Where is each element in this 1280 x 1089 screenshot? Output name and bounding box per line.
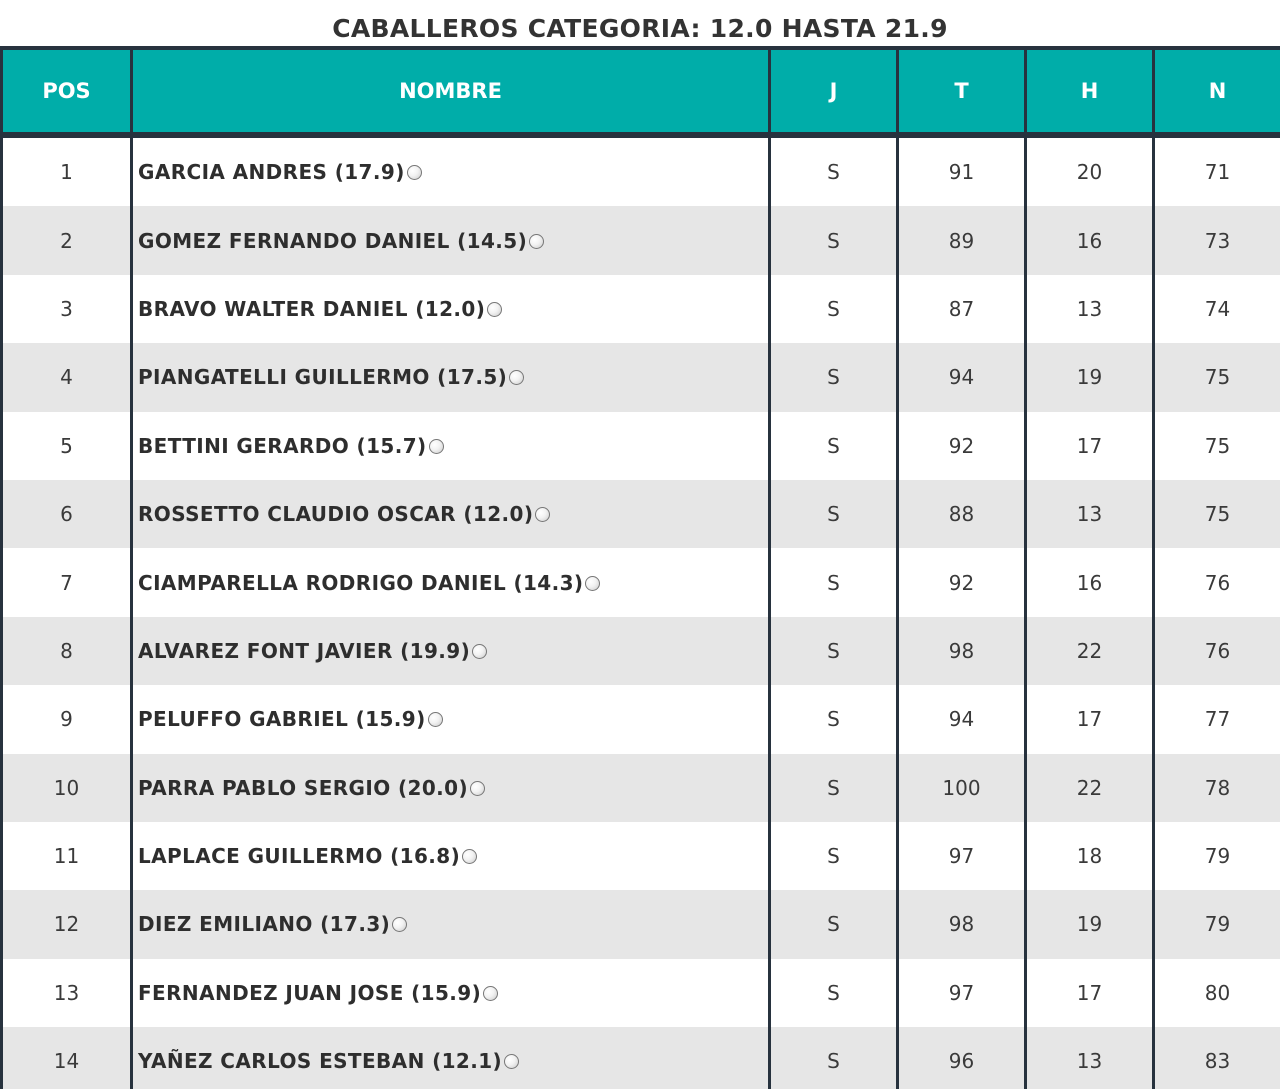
pos-cell: 7 — [2, 548, 132, 616]
golf-ball-icon[interactable] — [504, 1054, 519, 1069]
t-cell: 94 — [898, 685, 1026, 753]
t-cell: 92 — [898, 548, 1026, 616]
n-cell: 77 — [1154, 685, 1280, 753]
column-header-h[interactable]: H — [1026, 48, 1154, 135]
n-cell: 71 — [1154, 135, 1280, 206]
j-cell: S — [770, 480, 898, 548]
pos-cell: 6 — [2, 480, 132, 548]
n-cell: 75 — [1154, 343, 1280, 411]
player-name: ROSSETTO CLAUDIO OSCAR (12.0) — [138, 502, 534, 527]
t-cell: 89 — [898, 206, 1026, 274]
column-header-j[interactable]: J — [770, 48, 898, 135]
player-name: BRAVO WALTER DANIEL (12.0) — [138, 296, 486, 321]
t-cell: 91 — [898, 135, 1026, 206]
pos-cell: 9 — [2, 685, 132, 753]
n-cell: 76 — [1154, 548, 1280, 616]
golf-ball-icon[interactable] — [585, 576, 600, 591]
table-body — [2, 135, 1280, 1089]
h-cell: 17 — [1026, 959, 1154, 1027]
pos-cell: 1 — [2, 135, 132, 206]
h-cell: 13 — [1026, 1027, 1154, 1089]
name-cell — [132, 135, 770, 206]
player-name: ALVAREZ FONT JAVIER (19.9) — [138, 638, 471, 663]
j-cell: S — [770, 412, 898, 480]
t-cell: 98 — [898, 890, 1026, 958]
column-header-pos[interactable]: POS — [2, 48, 132, 135]
n-cell: 83 — [1154, 1027, 1280, 1089]
h-cell: 19 — [1026, 890, 1154, 958]
j-cell: S — [770, 685, 898, 753]
h-cell: 22 — [1026, 617, 1154, 685]
j-cell: S — [770, 890, 898, 958]
h-cell: 17 — [1026, 412, 1154, 480]
j-cell: S — [770, 548, 898, 616]
table-row[interactable] — [2, 135, 1280, 206]
pos-cell: 3 — [2, 275, 132, 343]
table-row[interactable] — [2, 754, 1280, 822]
name-cell — [132, 822, 770, 890]
j-cell: S — [770, 754, 898, 822]
golf-ball-icon[interactable] — [429, 439, 444, 454]
j-cell: S — [770, 959, 898, 1027]
name-cell — [132, 754, 770, 822]
player-name: FERNANDEZ JUAN JOSE (15.9) — [138, 980, 482, 1005]
n-cell: 79 — [1154, 822, 1280, 890]
results-table — [0, 46, 1280, 1089]
page-title: CABALLEROS CATEGORIA: 12.0 HASTA 21.9 — [332, 14, 948, 43]
name-cell — [132, 480, 770, 548]
h-cell: 16 — [1026, 206, 1154, 274]
player-name: PARRA PABLO SERGIO (20.0) — [138, 775, 468, 800]
table-row[interactable] — [2, 685, 1280, 753]
t-cell: 97 — [898, 959, 1026, 1027]
golf-ball-icon[interactable] — [407, 165, 422, 180]
j-cell: S — [770, 617, 898, 685]
column-header-t[interactable]: T — [898, 48, 1026, 135]
pos-cell: 12 — [2, 890, 132, 958]
pos-cell: 5 — [2, 412, 132, 480]
n-cell: 79 — [1154, 890, 1280, 958]
t-cell: 96 — [898, 1027, 1026, 1089]
name-cell — [132, 343, 770, 411]
n-cell: 80 — [1154, 959, 1280, 1027]
name-cell — [132, 1027, 770, 1089]
h-cell: 13 — [1026, 480, 1154, 548]
t-cell: 100 — [898, 754, 1026, 822]
golf-ball-icon[interactable] — [483, 986, 498, 1001]
table-row[interactable] — [2, 206, 1280, 274]
player-name: PIANGATELLI GUILLERMO (17.5) — [138, 365, 508, 390]
n-cell: 74 — [1154, 275, 1280, 343]
pos-cell: 14 — [2, 1027, 132, 1089]
golf-ball-icon[interactable] — [392, 917, 407, 932]
golf-ball-icon[interactable] — [535, 507, 550, 522]
table-header-row — [2, 48, 1280, 135]
pos-cell: 10 — [2, 754, 132, 822]
pos-cell: 4 — [2, 343, 132, 411]
name-cell — [132, 206, 770, 274]
t-cell: 88 — [898, 480, 1026, 548]
table-row[interactable] — [2, 480, 1280, 548]
table-row[interactable] — [2, 412, 1280, 480]
table-row[interactable] — [2, 822, 1280, 890]
player-name: DIEZ EMILIANO (17.3) — [138, 912, 391, 937]
golf-ball-icon[interactable] — [428, 712, 443, 727]
golf-ball-icon[interactable] — [509, 370, 524, 385]
name-cell — [132, 412, 770, 480]
table-row[interactable] — [2, 1027, 1280, 1089]
table-row[interactable] — [2, 890, 1280, 958]
name-cell — [132, 617, 770, 685]
name-cell — [132, 685, 770, 753]
player-name: CIAMPARELLA RODRIGO DANIEL (14.3) — [138, 570, 584, 595]
column-header-nombre[interactable]: NOMBRE — [132, 48, 770, 135]
j-cell: S — [770, 822, 898, 890]
player-name: PELUFFO GABRIEL (15.9) — [138, 707, 426, 732]
player-name: YAÑEZ CARLOS ESTEBAN (12.1) — [138, 1049, 503, 1074]
t-cell: 92 — [898, 412, 1026, 480]
pos-cell: 11 — [2, 822, 132, 890]
j-cell: S — [770, 1027, 898, 1089]
golf-ball-icon[interactable] — [462, 849, 477, 864]
n-cell: 73 — [1154, 206, 1280, 274]
t-cell: 87 — [898, 275, 1026, 343]
player-name: GOMEZ FERNANDO DANIEL (14.5) — [138, 228, 528, 253]
n-cell: 78 — [1154, 754, 1280, 822]
name-cell — [132, 890, 770, 958]
h-cell: 16 — [1026, 548, 1154, 616]
pos-cell: 13 — [2, 959, 132, 1027]
name-cell — [132, 959, 770, 1027]
column-header-n[interactable]: N — [1154, 48, 1280, 135]
h-cell: 19 — [1026, 343, 1154, 411]
t-cell: 98 — [898, 617, 1026, 685]
table-row[interactable] — [2, 617, 1280, 685]
table-row[interactable] — [2, 343, 1280, 411]
table-row[interactable] — [2, 548, 1280, 616]
h-cell: 17 — [1026, 685, 1154, 753]
pos-cell: 8 — [2, 617, 132, 685]
t-cell: 94 — [898, 343, 1026, 411]
name-cell — [132, 548, 770, 616]
j-cell: S — [770, 343, 898, 411]
j-cell: S — [770, 135, 898, 206]
h-cell: 20 — [1026, 135, 1154, 206]
player-name: GARCIA ANDRES (17.9) — [138, 160, 405, 185]
n-cell: 75 — [1154, 412, 1280, 480]
golf-ball-icon[interactable] — [472, 644, 487, 659]
golf-ball-icon[interactable] — [470, 781, 485, 796]
table-row[interactable] — [2, 959, 1280, 1027]
pos-cell: 2 — [2, 206, 132, 274]
j-cell: S — [770, 206, 898, 274]
h-cell: 18 — [1026, 822, 1154, 890]
j-cell: S — [770, 275, 898, 343]
t-cell: 97 — [898, 822, 1026, 890]
n-cell: 75 — [1154, 480, 1280, 548]
player-name: LAPLACE GUILLERMO (16.8) — [138, 844, 461, 869]
n-cell: 76 — [1154, 617, 1280, 685]
h-cell: 13 — [1026, 275, 1154, 343]
golf-ball-icon[interactable] — [529, 234, 544, 249]
table-row[interactable] — [2, 275, 1280, 343]
h-cell: 22 — [1026, 754, 1154, 822]
name-cell — [132, 275, 770, 343]
golf-ball-icon[interactable] — [487, 302, 502, 317]
player-name: BETTINI GERARDO (15.7) — [138, 433, 427, 458]
